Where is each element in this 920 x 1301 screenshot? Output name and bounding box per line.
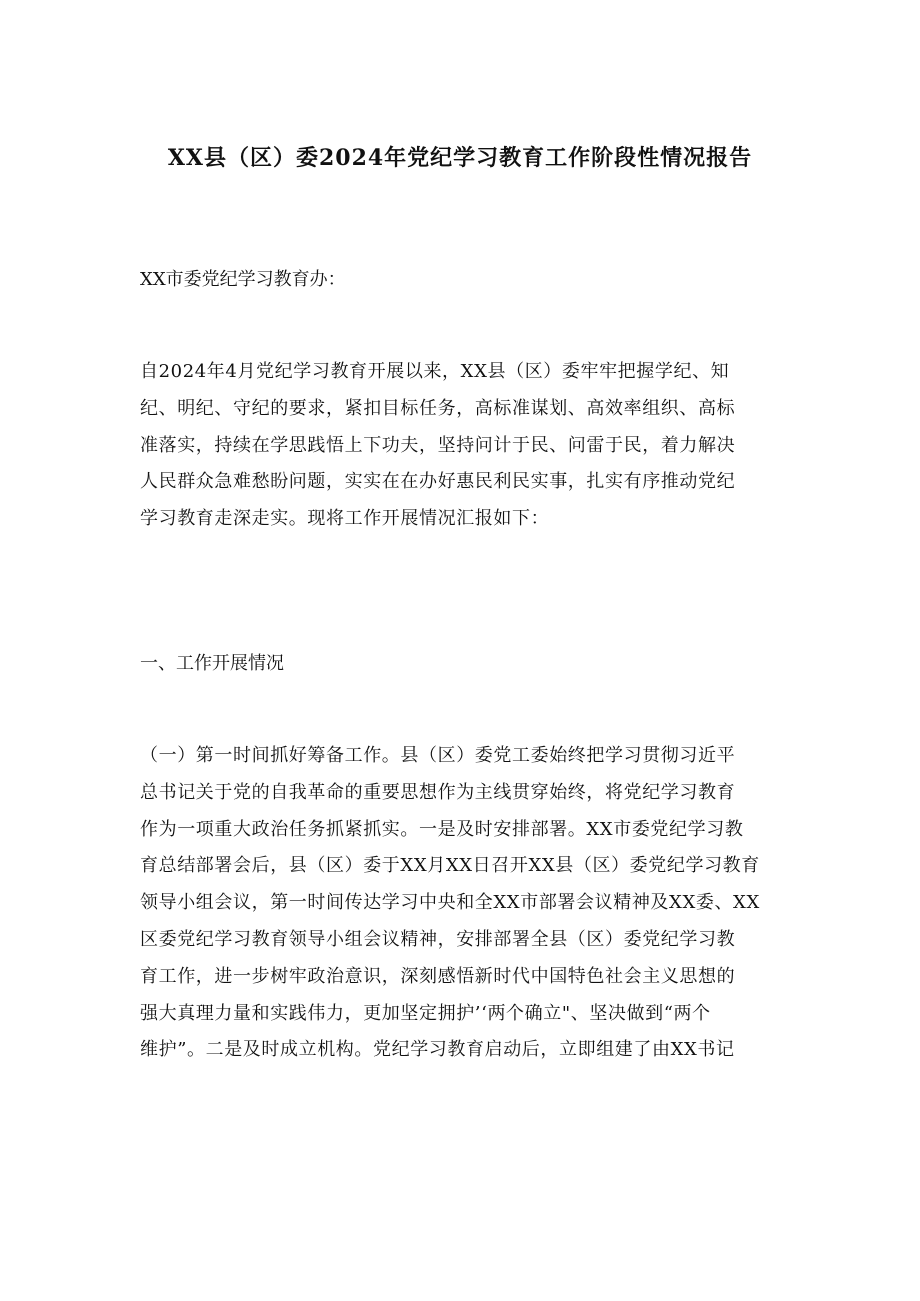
paragraph-line: 自2024年4月党纪学习教育开展以来，XX县（区）委牢牢把握学纪、知 [140, 361, 730, 382]
salutation: XX市委党纪学习教育办： [140, 269, 346, 290]
section-1-paragraph [140, 738, 782, 1069]
paragraph-line: 总书记关于党的自我革命的重要思想作为主线贯穿始终，将党纪学习教育 [140, 781, 736, 803]
paragraph-line: 维护”。二是及时成立机构。党纪学习教育启动后，立即组建了由XX书记 [140, 1039, 735, 1061]
paragraph-line: 人民群众急难愁盼问题，实实在在办好惠民利民实事，扎实有序推动党纪 [140, 471, 736, 493]
paragraph-line: 纪、明纪、守纪的要求，紧扣目标任务，高标准谋划、高效率组织、高标 [140, 397, 736, 419]
paragraph-line: 强大真理力量和实践伟力，更加坚定拥护’‘两个确立"、坚决做到“两个 [140, 1002, 711, 1024]
paragraph-line: 育工作，进一步树牢政治意识，深刻感悟新时代中国特色社会主义思想的 [140, 965, 736, 987]
document-title: XX县（区）委2024年党纪学习教育工作阶段性情况报告 [167, 145, 753, 171]
paragraph-line: 领导小组会议，第一时间传达学习中央和全XX市部署会议精神及XX委、XX [140, 892, 760, 914]
intro-paragraph [140, 354, 782, 538]
paragraph-line: 育总结部署会后，县（区）委于XX月XX日召开XX县（区）委党纪学习教育 [140, 855, 760, 877]
paragraph-line: 准落实，持续在学思践悟上下功夫，坚持问计于民、问雷于民，着力解决 [140, 434, 736, 456]
paragraph-line: 区委党纪学习教育领导小组会议精神，安排部署全县（区）委党纪学习教 [140, 928, 736, 950]
paragraph-line: （一）第一时间抓好筹备工作。县（区）委党工委始终把学习贯彻习近平 [140, 745, 736, 766]
paragraph-line: 学习教育走深走实。现将工作开展情况汇报如下： [140, 508, 550, 530]
section-heading: 一、工作开展情况 [140, 653, 284, 674]
paragraph-line: 作为一项重大政治任务抓紧抓实。一是及时安排部署。XX市委党纪学习教 [140, 818, 744, 840]
